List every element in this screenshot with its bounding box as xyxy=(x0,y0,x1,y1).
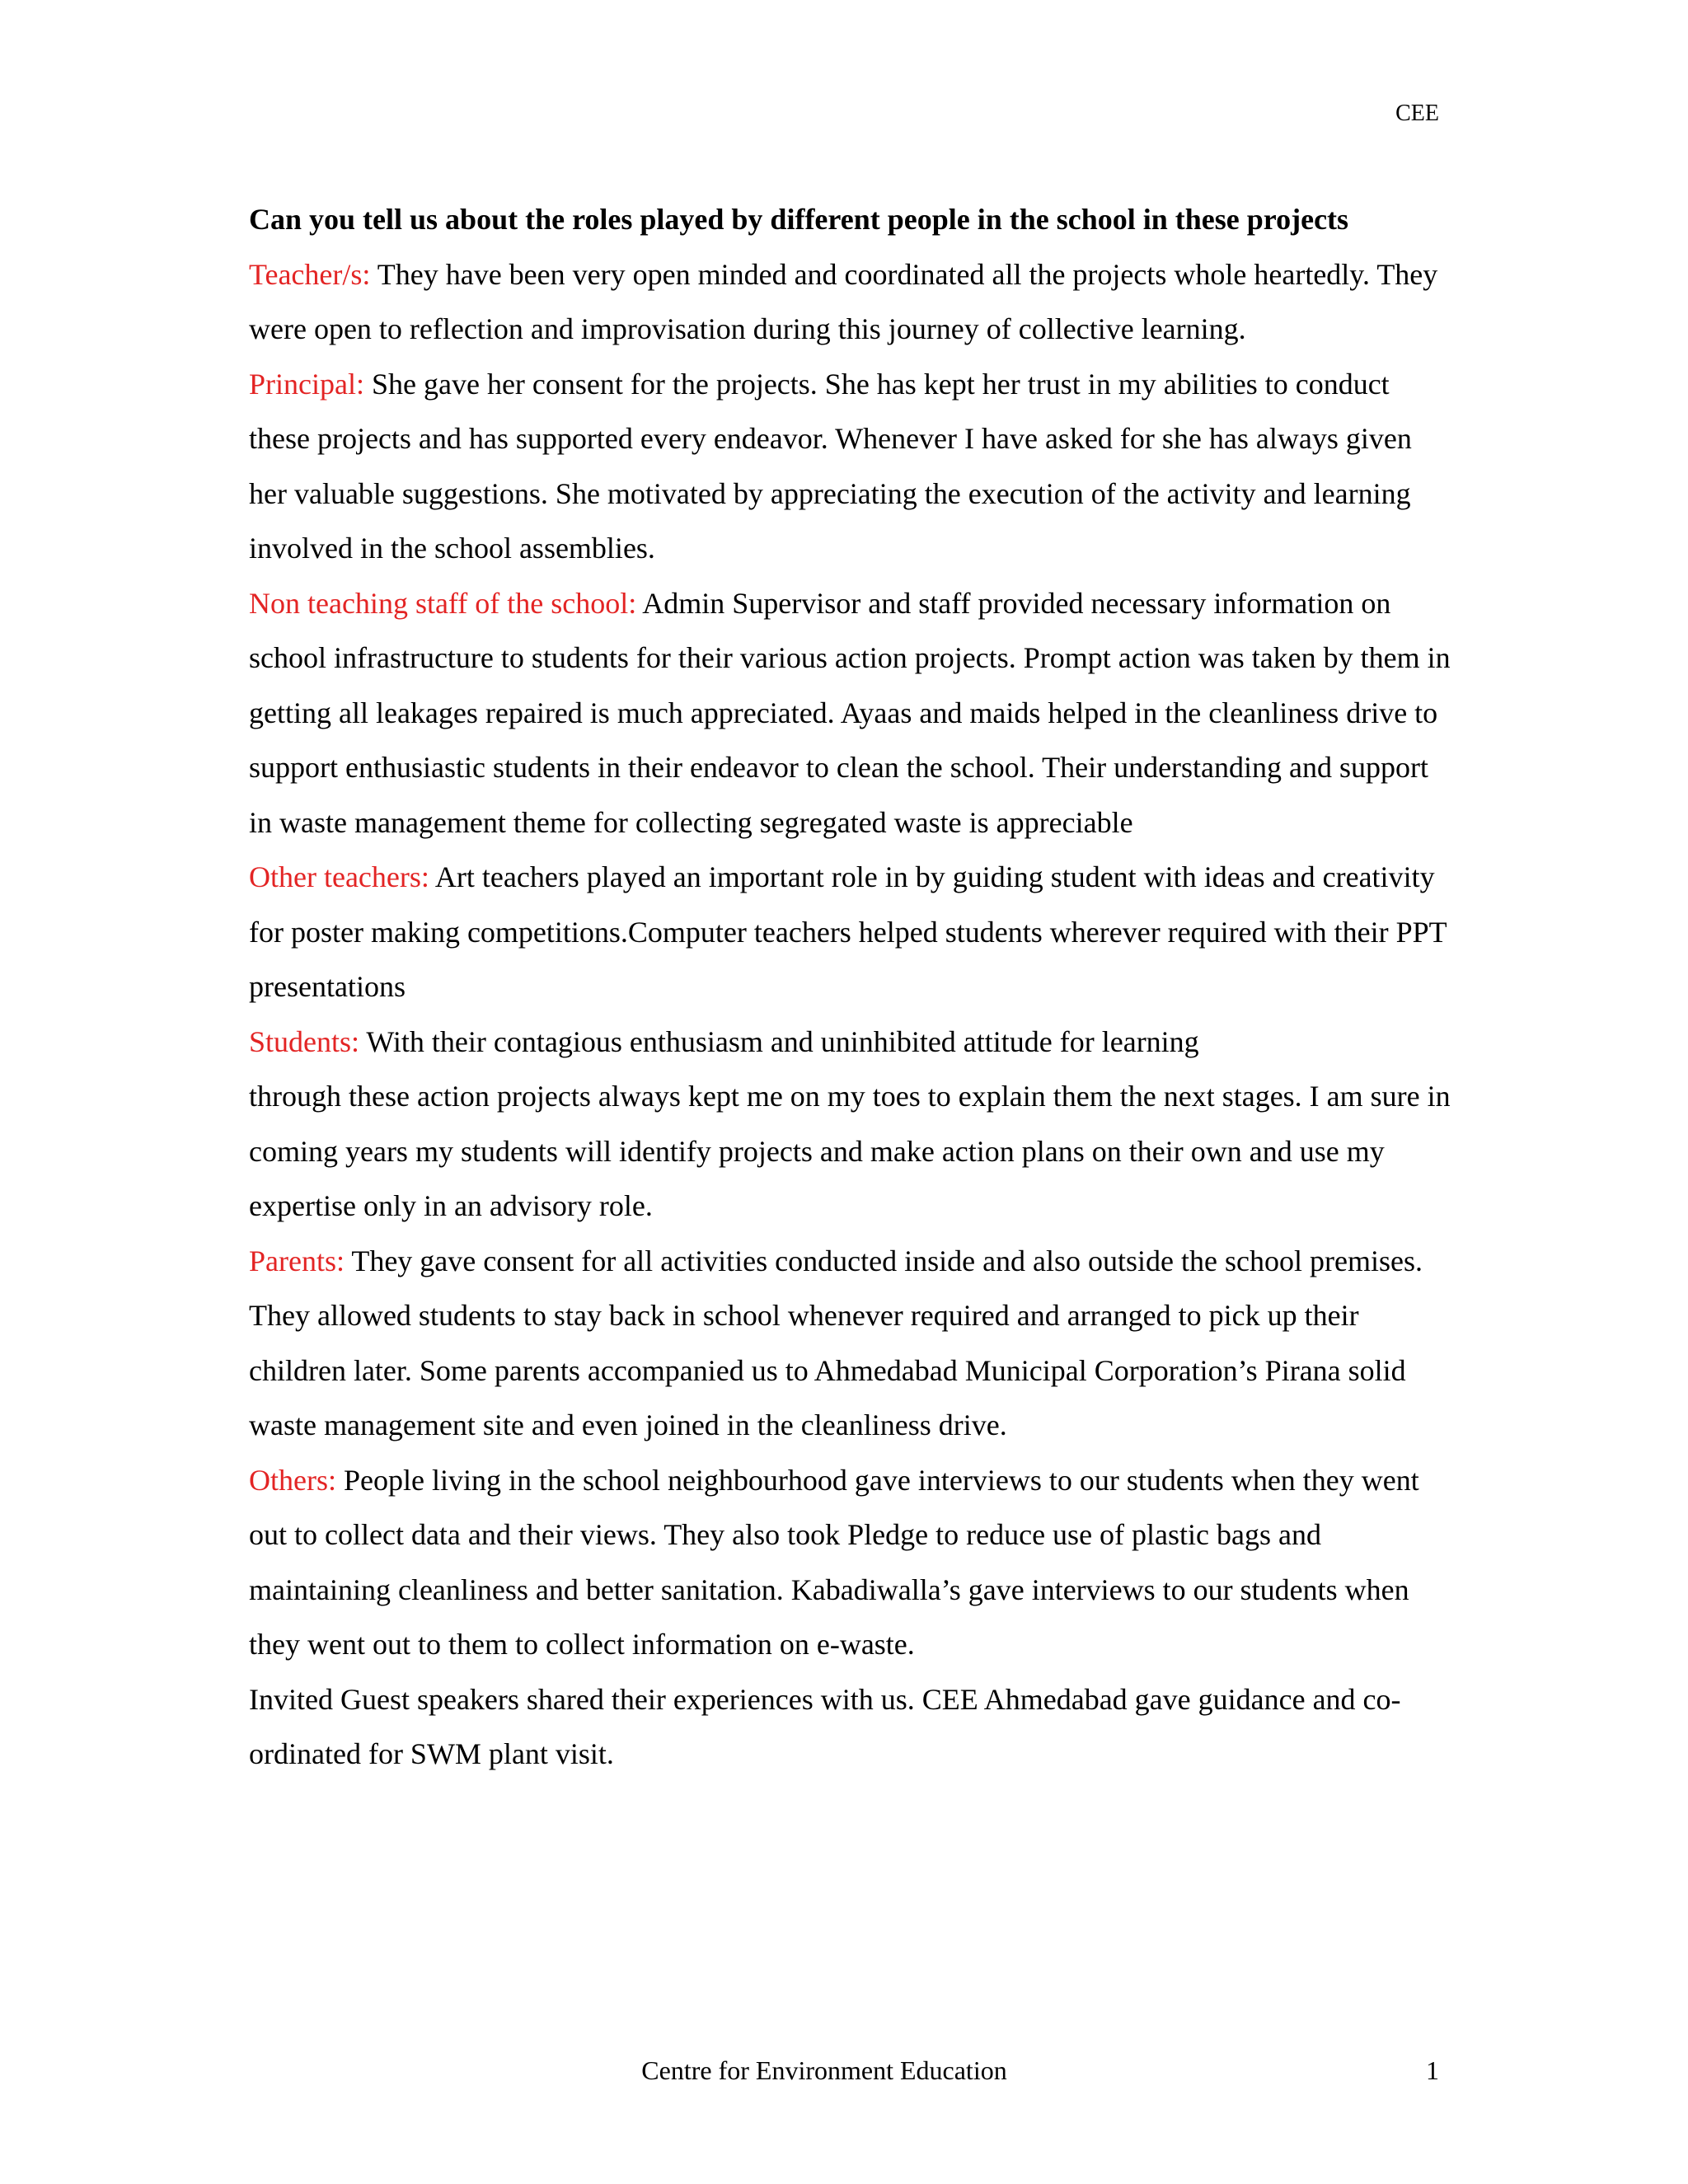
section-text-teachers: They have been very open minded and coordinated all the projects whole heartedly. They were open to reflection and improvisation during this journey of collective learning. xyxy=(249,257,1438,345)
role-label-principal: Principal: xyxy=(249,367,364,401)
footer-org-name: Centre for Environment Education xyxy=(641,2055,1007,2085)
role-label-teachers: Teacher/s: xyxy=(249,257,371,291)
document-body xyxy=(249,192,1452,1782)
role-label-others: Others: xyxy=(249,1463,336,1497)
section-text-parents: They gave consent for all activities conducted inside and also outside the school premises. They allowed students to stay back in school whenever required and arranged to pick up their children later. Some parents accompanied us to Ahmedabad Municipal Corporation’s Pirana solid waste management site and even joined in the cleanliness drive. xyxy=(249,1244,1423,1441)
footer-page-number: 1 xyxy=(1426,2055,1439,2085)
section-parents xyxy=(249,1234,1452,1453)
section-text-others: People living in the school neighbourhood gave interviews to our students when they went out to collect data and their views. They also took Pledge to reduce use of plastic bags and maintaining cleanliness and better sanitation. Kabadiwalla’s gave interviews to our students when they went out to them to collect information on e-waste. xyxy=(249,1463,1419,1661)
section-text-principal: She gave her consent for the projects. She has kept her trust in my abilities to conduct these projects and has supported every endeavor. Whenever I have asked for she has always given her valuable suggestions. She motivated by appreciating the execution of the activity and learning involved in the school assemblies. xyxy=(249,367,1412,565)
role-label-non-teaching-staff: Non teaching staff of the school: xyxy=(249,586,637,620)
question-heading: Can you tell us about the roles played by different people in the school in these projects xyxy=(249,203,1349,236)
closing-paragraph: Invited Guest speakers shared their experiences with us. CEE Ahmedabad gave guidance and co-ordinated for SWM plant visit. xyxy=(249,1682,1401,1770)
section-text-non-teaching-staff: Admin Supervisor and staff provided necessary information on school infrastructure to students for their various action projects. Prompt action was taken by them in getting all leakages repaired is much appreciated. Ayaas and maids helped in the cleanliness drive to support enthusiastic students in their endeavor to clean the school. Their understanding and support in waste management theme for collecting segregated waste is appreciable xyxy=(249,586,1451,839)
role-label-students: Students: xyxy=(249,1024,360,1058)
role-label-parents: Parents: xyxy=(249,1244,345,1277)
section-text-students: through these action projects always kept me on my toes to explain them the next stages. I am sure in coming years my students will identify projects and make action plans on their own and use my expertise only in an advisory role. xyxy=(249,1080,1451,1222)
section-text-students-line1: With their contagious enthusiasm and uninhibited attitude for learning xyxy=(359,1024,1199,1058)
section-principal xyxy=(249,357,1452,576)
role-label-other-teachers: Other teachers: xyxy=(249,860,429,893)
section-others xyxy=(249,1453,1452,1672)
section-teachers xyxy=(249,247,1452,357)
section-non-teaching-staff xyxy=(249,576,1452,851)
section-students xyxy=(249,1015,1452,1234)
header-org-abbrev: CEE xyxy=(1395,101,1439,126)
section-text-other-teachers: Art teachers played an important role in by guiding student with ideas and creativity for poster making competitions.Computer teachers helped students wherever required with their PPT presentations xyxy=(249,860,1447,1003)
section-other-teachers xyxy=(249,850,1452,1015)
